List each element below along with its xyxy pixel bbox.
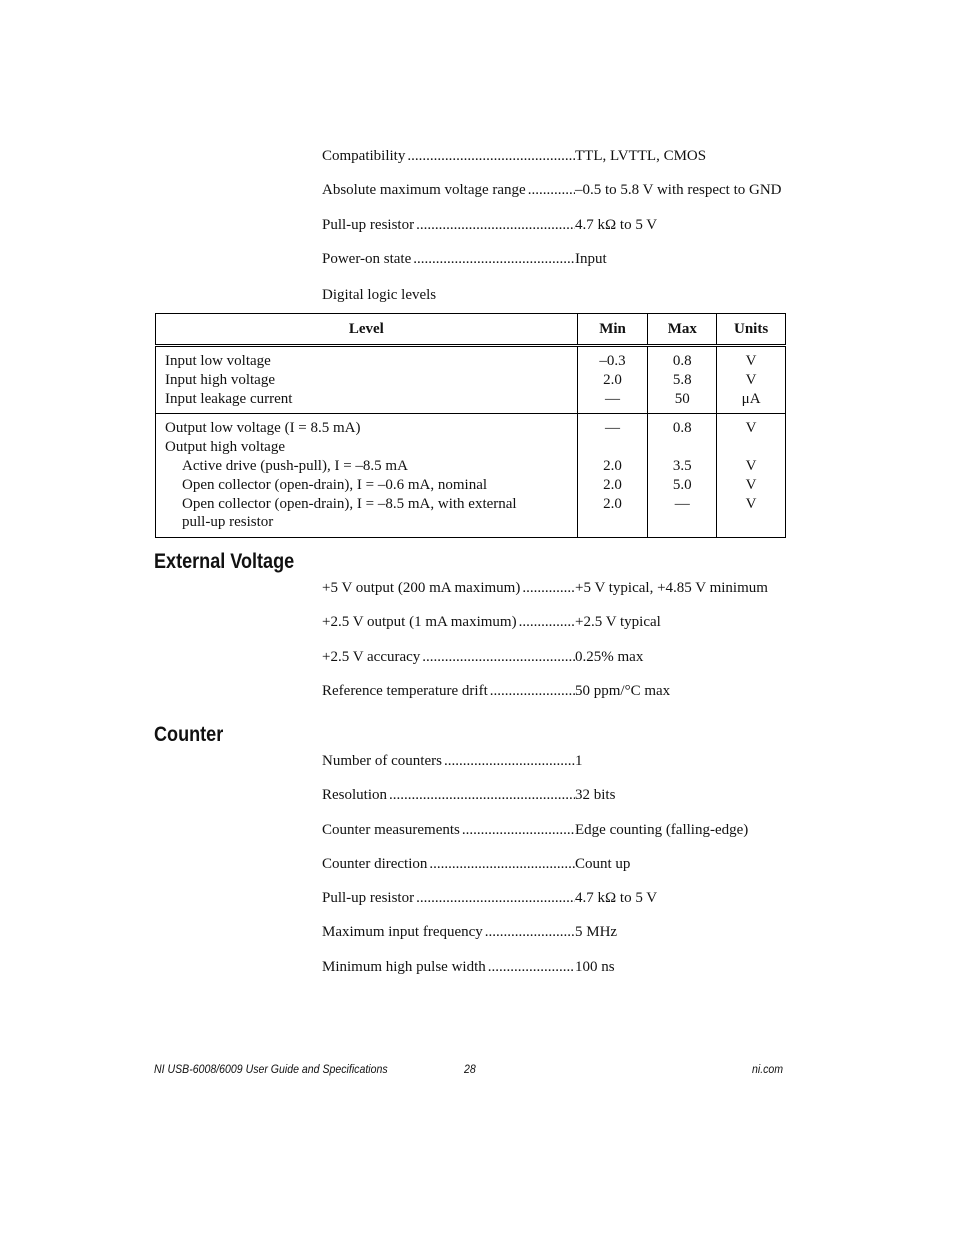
digital-logic-levels-label: Digital logic levels — [322, 287, 437, 303]
dot-leader — [522, 580, 575, 597]
header-units: Units — [717, 314, 786, 346]
dot-leader — [528, 182, 575, 199]
spec-label: +5 V output (200 mA maximum) — [322, 580, 521, 596]
spec-list-external-voltage — [322, 580, 792, 717]
cell-units — [717, 414, 786, 538]
units-value: V — [745, 420, 757, 437]
min-value: — — [605, 420, 621, 437]
dot-leader — [462, 822, 575, 839]
cell-max — [648, 346, 717, 414]
spec-value: Count up — [575, 855, 631, 872]
dot-leader — [488, 959, 575, 976]
footer-page-number: 28 — [464, 1062, 476, 1076]
spec-label: +2.5 V accuracy — [322, 648, 421, 665]
spec-label: Number of counters — [322, 753, 442, 769]
table-header-row — [156, 314, 786, 346]
spec-label: Reference temperature drift — [322, 682, 488, 699]
level-text: Open collector (open-drain), I = –8.5 mA, with external — [182, 495, 517, 512]
units-value: V — [745, 495, 757, 512]
max-value: 0.8 — [672, 353, 692, 369]
spec-value: –0.5 to 5.8 V with respect to GND — [575, 182, 782, 199]
cell-max — [648, 414, 717, 538]
spec-row-compatibility — [322, 148, 792, 182]
units-value — [717, 513, 785, 532]
dot-leader — [485, 924, 575, 941]
min-value: — — [605, 390, 621, 407]
section-heading-external-voltage: External Voltage — [154, 550, 295, 573]
spec-value: 100 ns — [575, 958, 615, 975]
dot-leader — [490, 683, 575, 700]
max-value: — — [674, 495, 690, 512]
min-value: 2.0 — [603, 371, 622, 388]
spec-value: TTL, LVTTL, CMOS — [575, 148, 707, 164]
spec-value: 4.7 kΩ to 5 V — [575, 890, 658, 907]
min-value: –0.3 — [599, 353, 626, 369]
spec-label: Pull-up resistor — [322, 216, 415, 233]
spec-list-counter — [322, 753, 792, 993]
dot-leader — [519, 614, 575, 631]
spec-value: Edge counting (falling-edge) — [575, 821, 749, 838]
spec-row-maximum-input-frequency — [322, 924, 792, 958]
spec-value: 4.7 kΩ to 5 V — [575, 216, 658, 233]
dot-leader — [429, 856, 575, 873]
spec-value: +5 V typical, +4.85 V minimum — [575, 580, 768, 596]
min-value: 2.0 — [603, 495, 622, 512]
units-value: V — [745, 371, 757, 388]
dot-leader — [407, 148, 575, 165]
max-value: 50 — [674, 390, 690, 407]
spec-row-2-5v-output — [322, 614, 792, 648]
level-text: Input leakage current — [165, 390, 293, 407]
spec-label: +2.5 V output (1 mA maximum) — [322, 614, 517, 631]
cell-level — [156, 414, 578, 538]
spec-list-digital — [322, 148, 792, 285]
spec-value: 50 ppm/°C max — [575, 682, 671, 699]
spec-label: Power-on state — [322, 250, 412, 267]
level-text: Output low voltage (I = 8.5 mA) — [165, 420, 361, 437]
table-row-input-levels — [156, 346, 786, 414]
spec-row-5v-output — [322, 580, 792, 614]
section-heading-counter: Counter — [154, 723, 224, 746]
spec-label: Counter measurements — [322, 821, 460, 838]
spec-row-counter-direction — [322, 856, 792, 890]
cell-min — [577, 346, 648, 414]
spec-label: Minimum high pulse width — [322, 958, 486, 975]
spec-value: 32 bits — [575, 787, 616, 804]
table-row-output-levels — [156, 414, 786, 538]
spec-row-number-of-counters — [322, 753, 792, 787]
spec-label: Pull-up resistor — [322, 890, 415, 907]
max-value: 3.5 — [672, 457, 692, 474]
spec-label: Maximum input frequency — [322, 924, 483, 941]
spec-value: 5 MHz — [575, 924, 618, 941]
units-value: V — [745, 476, 757, 493]
spec-label: Absolute maximum voltage range — [322, 182, 526, 199]
units-value: μA — [741, 390, 761, 407]
min-value: 2.0 — [603, 457, 622, 474]
units-value: V — [745, 353, 757, 369]
level-text: Output high voltage — [165, 439, 285, 456]
max-value — [648, 438, 716, 457]
dot-leader — [416, 890, 575, 907]
spec-row-reference-temperature-drift — [322, 683, 792, 717]
max-value: 5.8 — [672, 371, 692, 388]
min-value — [578, 513, 648, 532]
spec-value: Input — [575, 250, 607, 267]
dot-leader — [416, 217, 575, 234]
footer-document-title: NI USB-6008/6009 User Guide and Specifications — [154, 1062, 388, 1076]
units-value: V — [745, 457, 757, 474]
level-text: pull-up resistor — [182, 514, 274, 531]
digital-logic-levels-table — [155, 313, 786, 538]
footer-site-link[interactable]: ni.com — [752, 1062, 784, 1076]
spec-row-2-5v-accuracy — [322, 649, 792, 683]
spec-value: 0.25% max — [575, 648, 644, 665]
level-text: Open collector (open-drain), I = –0.6 mA, nominal — [182, 476, 488, 493]
max-value: 5.0 — [672, 476, 692, 493]
spec-label: Resolution — [322, 787, 388, 804]
spec-row-absolute-max-voltage — [322, 182, 792, 216]
spec-row-power-on-state — [322, 251, 792, 285]
spec-label: Counter direction — [322, 855, 428, 872]
cell-level — [156, 346, 578, 414]
dot-leader — [444, 753, 575, 770]
header-level: Level — [156, 314, 578, 346]
cell-min — [577, 414, 648, 538]
min-value: 2.0 — [603, 476, 622, 493]
header-min: Min — [577, 314, 648, 346]
dot-leader — [413, 251, 575, 268]
spec-row-resolution — [322, 787, 792, 821]
spec-row-counter-pull-up-resistor — [322, 890, 792, 924]
units-value — [717, 438, 785, 457]
header-max: Max — [648, 314, 717, 346]
cell-units — [717, 346, 786, 414]
min-value — [578, 438, 648, 457]
spec-value: +2.5 V typical — [575, 614, 661, 631]
spec-row-minimum-high-pulse-width — [322, 959, 792, 993]
spec-value: 1 — [575, 753, 583, 769]
spec-row-pull-up-resistor — [322, 217, 792, 251]
spec-label: Compatibility — [322, 148, 406, 164]
max-value: 0.8 — [672, 420, 692, 437]
level-text: Input high voltage — [165, 371, 275, 388]
level-text: Input low voltage — [165, 353, 271, 369]
dot-leader — [389, 787, 575, 804]
level-text: Active drive (push-pull), I = –8.5 mA — [182, 457, 408, 474]
max-value — [648, 513, 716, 532]
spec-row-counter-measurements — [322, 822, 792, 856]
dot-leader — [422, 649, 575, 666]
